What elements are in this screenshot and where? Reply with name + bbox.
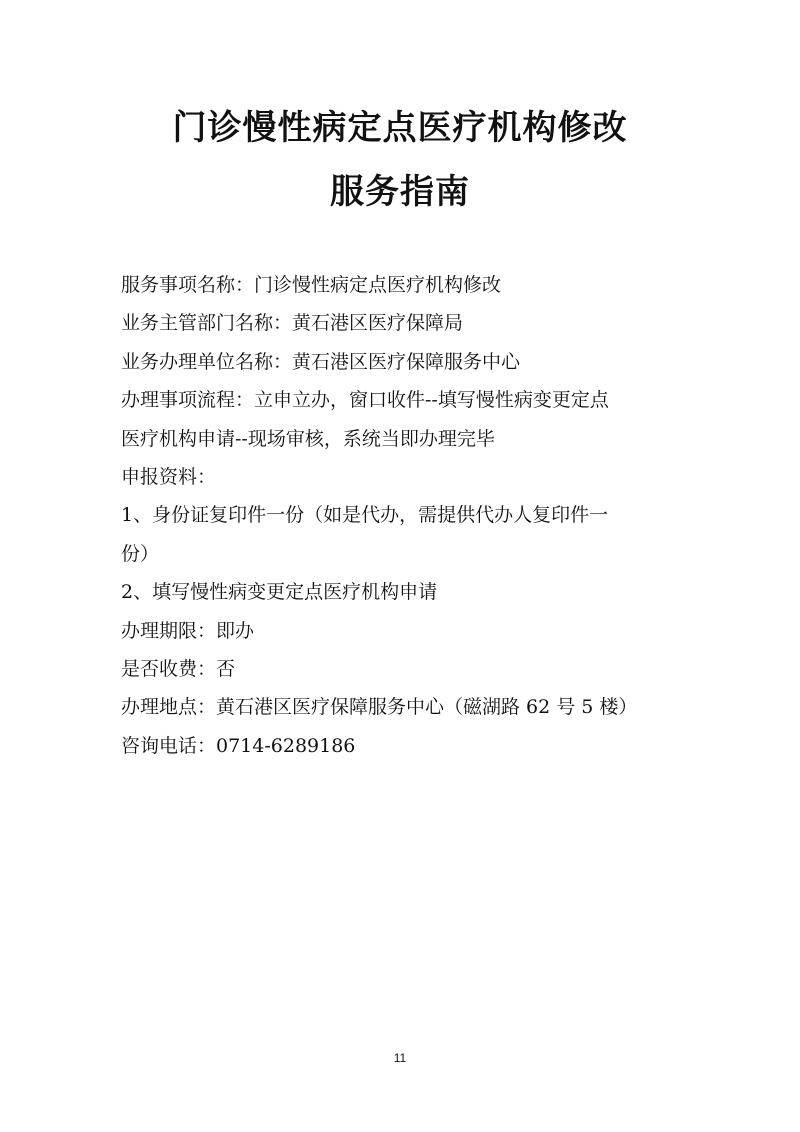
material-1-line-2: 份） (121, 542, 160, 565)
handling-unit-line: 业务办理单位名称：黄石港区医疗保障服务中心 (121, 350, 521, 373)
fee-line: 是否收费：否 (121, 657, 236, 680)
material-1-line-1: 1、身份证复印件一份（如是代办，需提供代办人复印件一 (121, 504, 609, 527)
time-limit-line: 办理期限：即办 (121, 619, 255, 642)
process-line-1: 办理事项流程：立申立办，窗口收件--填写慢性病变更定点 (121, 389, 609, 412)
service-name-line: 服务事项名称：门诊慢性病定点医疗机构修改 (121, 274, 502, 296)
materials-label: 申报资料： (121, 465, 217, 488)
process-line-2: 医疗机构申请--现场审核，系统当即办理完毕 (121, 427, 495, 450)
location-line: 办理地点：黄石港区医疗保障服务中心（磁湖路 62 号 5 楼） (121, 696, 638, 719)
document-body (121, 266, 681, 765)
phone-line: 咨询电话：0714-6289186 (121, 734, 356, 757)
page-number: 11 (393, 1051, 407, 1065)
material-2-line: 2、填写慢性病变更定点医疗机构申请 (121, 581, 438, 604)
competent-department-line: 业务主管部门名称：黄石港区医疗保障局 (121, 312, 464, 335)
document-title-line-2: 服务指南 (330, 172, 470, 212)
document-title-line-1: 门诊慢性病定点医疗机构修改 (172, 108, 628, 148)
